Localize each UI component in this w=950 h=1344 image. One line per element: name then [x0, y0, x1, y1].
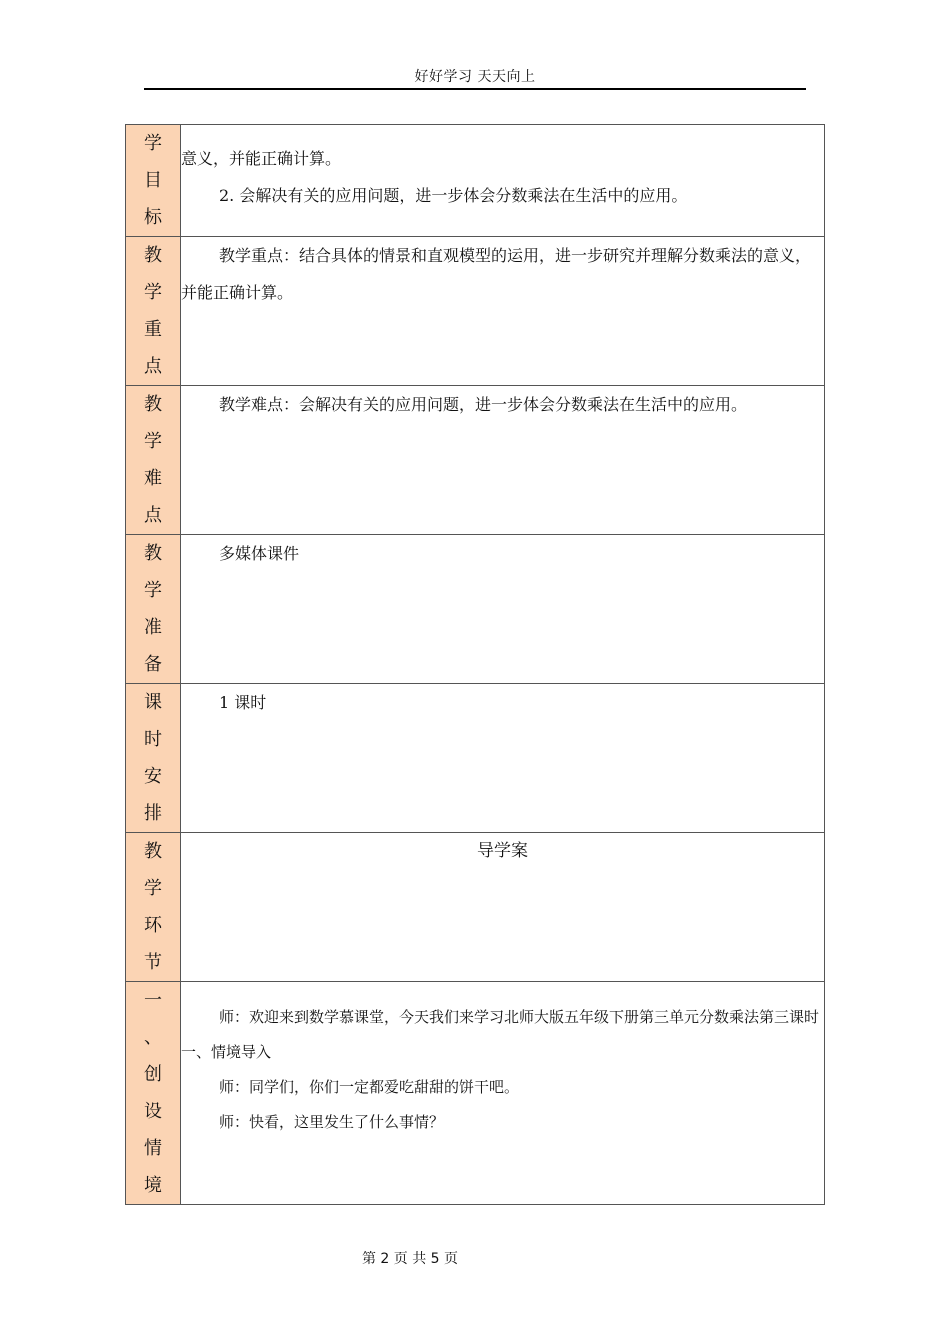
label-char: 安	[144, 766, 162, 787]
row-content-key-points	[181, 237, 825, 386]
label-char: 教	[144, 245, 162, 266]
table-row-schedule	[126, 684, 825, 833]
scenario-line-4: 师：快看，这里发生了什么事情？	[219, 1113, 445, 1131]
label-char: 学	[144, 580, 162, 601]
label-char: 排	[144, 803, 162, 824]
label-char: 创	[144, 1064, 162, 1085]
label-char: 学	[144, 133, 162, 154]
lesson-plan-table	[125, 124, 825, 1205]
scenario-line-1: 师：欢迎来到数学慕课堂，今天我们来学习北师大版五年级下册第三单元分数乘法第三课时	[219, 1008, 820, 1026]
label-char: 情	[144, 1138, 162, 1159]
row-content-preparation	[181, 535, 825, 684]
label-char: 境	[144, 1175, 162, 1196]
row-label-key-points	[126, 237, 181, 386]
objective-line-2: 2. 会解决有关的应用问题，进一步体会分数乘法在生活中的应用。	[219, 186, 688, 205]
label-char: 设	[144, 1101, 162, 1122]
row-label-stages	[126, 833, 181, 982]
label-char: 点	[144, 356, 162, 377]
page-footer: 第 2 页 共 5 页	[361, 1251, 459, 1267]
label-char: 学	[144, 878, 162, 899]
label-char: 、	[144, 1027, 162, 1048]
objective-line-1: 意义，并能正确计算。	[181, 149, 342, 168]
label-char: 标	[144, 207, 162, 228]
row-label-preparation	[126, 535, 181, 684]
label-char: 学	[144, 431, 162, 452]
label-char: 准	[144, 617, 162, 638]
page-header: 好好学习 天天向上	[414, 69, 536, 85]
label-char: 备	[144, 654, 162, 675]
row-content-schedule	[181, 684, 825, 833]
label-char: 课	[144, 692, 162, 713]
label-char: 教	[144, 394, 162, 415]
scenario-line-3: 师：同学们，你们一定都爱吃甜甜的饼干吧。	[219, 1078, 520, 1096]
table-row-difficulties	[126, 386, 825, 535]
row-label-scenario	[126, 982, 181, 1205]
label-char: 节	[144, 952, 162, 973]
row-label-schedule	[126, 684, 181, 833]
row-label-difficulties	[126, 386, 181, 535]
row-content-objectives	[181, 125, 825, 237]
label-char: 点	[144, 505, 162, 526]
table-row-scenario	[126, 982, 825, 1205]
label-char: 重	[144, 319, 162, 340]
row-label-objectives	[126, 125, 181, 237]
row-content-stages	[181, 833, 825, 982]
table-row-stages	[126, 833, 825, 982]
label-char: 教	[144, 841, 162, 862]
preparation-text: 多媒体课件	[219, 544, 300, 563]
difficulties-text: 教学难点：会解决有关的应用问题，进一步体会分数乘法在生活中的应用。	[219, 395, 748, 414]
key-points-text: 教学重点：结合具体的情景和直观模型的运用，进一步研究并理解分数乘法的意义，并能正确计算。	[181, 246, 812, 302]
row-content-difficulties	[181, 386, 825, 535]
table-row-key-points	[126, 237, 825, 386]
scenario-line-2: 一、情境导入	[181, 1043, 272, 1061]
label-char: 教	[144, 543, 162, 564]
label-char: 难	[144, 468, 162, 489]
table-row-preparation	[126, 535, 825, 684]
header-rule	[144, 88, 806, 90]
label-char: 环	[144, 915, 162, 936]
table-row-objectives	[126, 125, 825, 237]
label-char: 目	[144, 170, 162, 191]
row-content-scenario	[181, 982, 825, 1205]
label-char: 一	[144, 990, 162, 1011]
label-char: 学	[144, 282, 162, 303]
schedule-text: 1 课时	[219, 693, 267, 712]
label-char: 时	[144, 729, 162, 750]
guide-title: 导学案	[477, 841, 528, 861]
